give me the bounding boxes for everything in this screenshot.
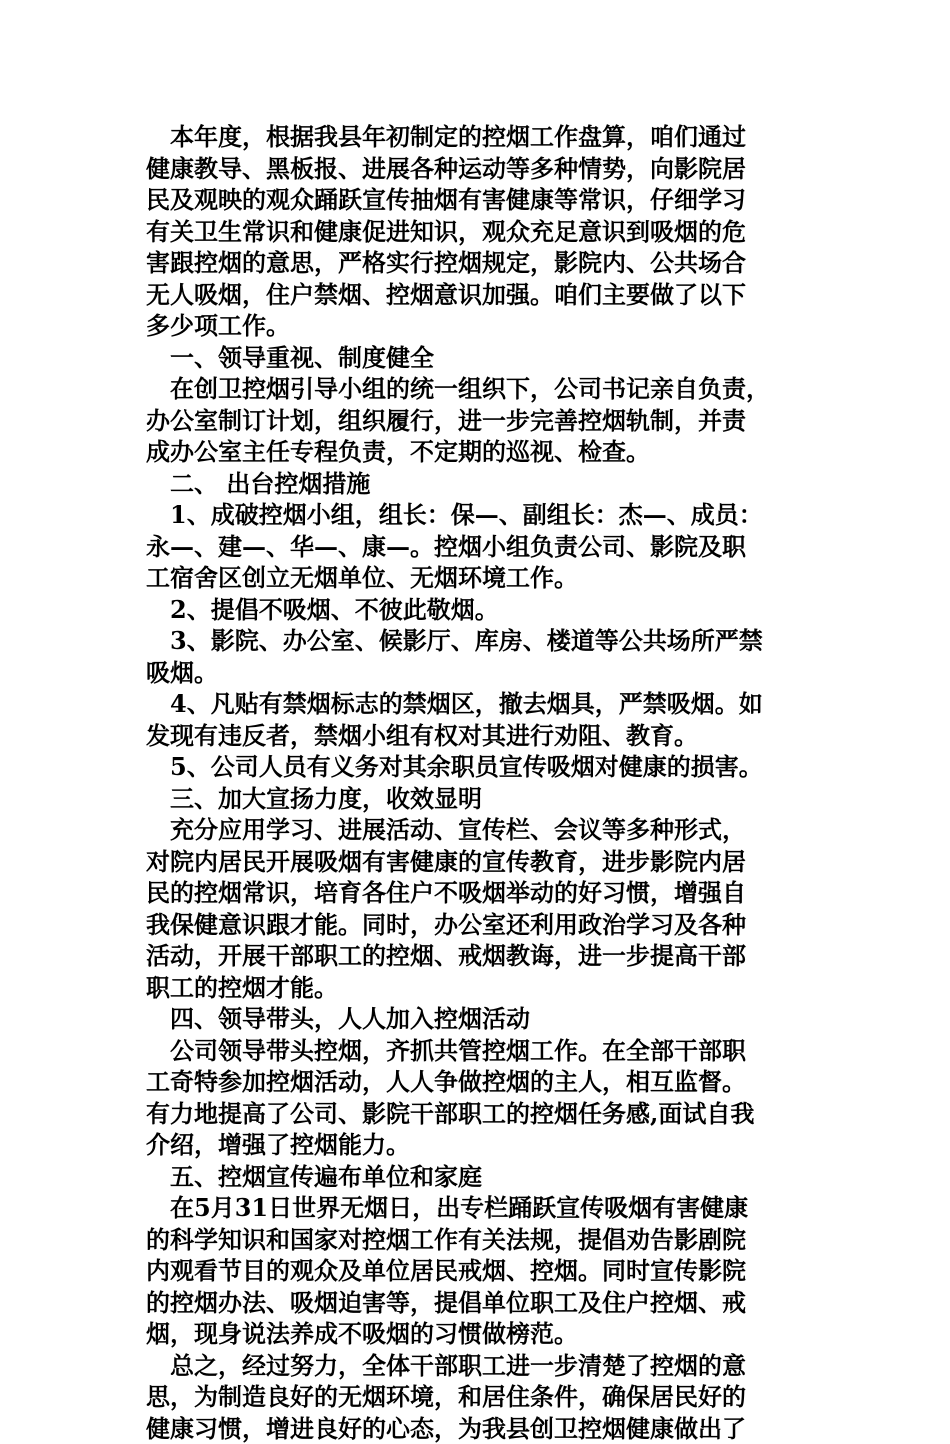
text-line: 健康习惯，增进良好的心态，为我县创卫控烟健康做出了	[146, 1413, 836, 1444]
text-line: 民及观映的观众踊跃宣传抽烟有害健康等常识，仔细学习	[146, 184, 836, 216]
text-line: 4、凡贴有禁烟标志的禁烟区，撤去烟具，严禁吸烟。如	[146, 688, 836, 720]
text-line: 烟，现身说法养成不吸烟的习惯做榜范。	[146, 1318, 836, 1350]
document-body	[146, 121, 836, 1444]
text-line: 思，为制造良好的无烟环境，和居住条件，确保居民好的	[146, 1381, 836, 1413]
text-line: 有关卫生常识和健康促进知识，观众充足意识到吸烟的危	[146, 216, 836, 248]
text-line: 一、领导重视、制度健全	[146, 342, 836, 374]
text-line: 的控烟办法、吸烟迫害等，提倡单位职工及住户控烟、戒	[146, 1287, 836, 1319]
text-line: 民的控烟常识，培育各住户不吸烟举动的好习惯，增强自	[146, 877, 836, 909]
text-line: 害跟控烟的意思，严格实行控烟规定，影院内、公共场合	[146, 247, 836, 279]
text-line: 内观看节目的观众及单位居民戒烟、控烟。同时宣传影院	[146, 1255, 836, 1287]
text-line: 有力地提高了公司、影院干部职工的控烟任务感,面试自我	[146, 1098, 836, 1130]
text-line: 成办公室主任专程负责，不定期的巡视、检查。	[146, 436, 836, 468]
text-line: 多少项工作。	[146, 310, 836, 342]
text-line: 五、控烟宣传遍布单位和家庭	[146, 1161, 836, 1193]
text-line: 公司领导带头控烟，齐抓共管控烟工作。在全部干部职	[146, 1035, 836, 1067]
text-line: 5、公司人员有义务对其余职员宣传吸烟对健康的损害。	[146, 751, 836, 783]
text-line: 本年度，根据我县年初制定的控烟工作盘算，咱们通过	[146, 121, 836, 153]
text-line: 活动，开展干部职工的控烟、戒烟教诲，进一步提高干部	[146, 940, 836, 972]
text-line: 三、加大宣扬力度，收效显明	[146, 783, 836, 815]
text-line: 的科学知识和国家对控烟工作有关法规，提倡劝告影剧院	[146, 1224, 836, 1256]
text-line: 介绍，增强了控烟能力。	[146, 1129, 836, 1161]
text-line: 职工的控烟才能。	[146, 972, 836, 1004]
text-line: 健康教导、黑板报、进展各种运动等多种情势，向影院居	[146, 153, 836, 185]
text-line: 工宿舍区创立无烟单位、无烟环境工作。	[146, 562, 836, 594]
text-line: 3、影院、办公室、候影厅、库房、楼道等公共场所严禁	[146, 625, 836, 657]
text-line: 在5月31日世界无烟日，出专栏踊跃宣传吸烟有害健康	[146, 1192, 836, 1224]
text-line: 1、成破控烟小组，组长：保—、副组长：杰—、成员：	[146, 499, 836, 531]
text-line: 总之，经过努力，全体干部职工进一步清楚了控烟的意	[146, 1350, 836, 1382]
text-line: 对院内居民开展吸烟有害健康的宣传教育，进步影院内居	[146, 846, 836, 878]
text-line: 工奇特参加控烟活动，人人争做控烟的主人，相互监督。	[146, 1066, 836, 1098]
text-line: 四、领导带头，人人加入控烟活动	[146, 1003, 836, 1035]
text-line: 2、提倡不吸烟、不彼此敬烟。	[146, 594, 836, 626]
text-line: 发现有违反者，禁烟小组有权对其进行劝阻、教育。	[146, 720, 836, 752]
text-line: 在创卫控烟引导小组的统一组织下，公司书记亲自负责，	[146, 373, 836, 405]
text-line: 无人吸烟，住户禁烟、控烟意识加强。咱们主要做了以下	[146, 279, 836, 311]
text-line: 吸烟。	[146, 657, 836, 689]
text-line: 办公室制订计划，组织履行，进一步完善控烟轨制，并责	[146, 405, 836, 437]
text-line: 二、 出台控烟措施	[146, 468, 836, 500]
text-line: 我保健意识跟才能。同时，办公室还利用政治学习及各种	[146, 909, 836, 941]
text-line: 充分应用学习、进展活动、宣传栏、会议等多种形式，	[146, 814, 836, 846]
text-line: 永—、建—、华—、康—。控烟小组负责公司、影院及职	[146, 531, 836, 563]
